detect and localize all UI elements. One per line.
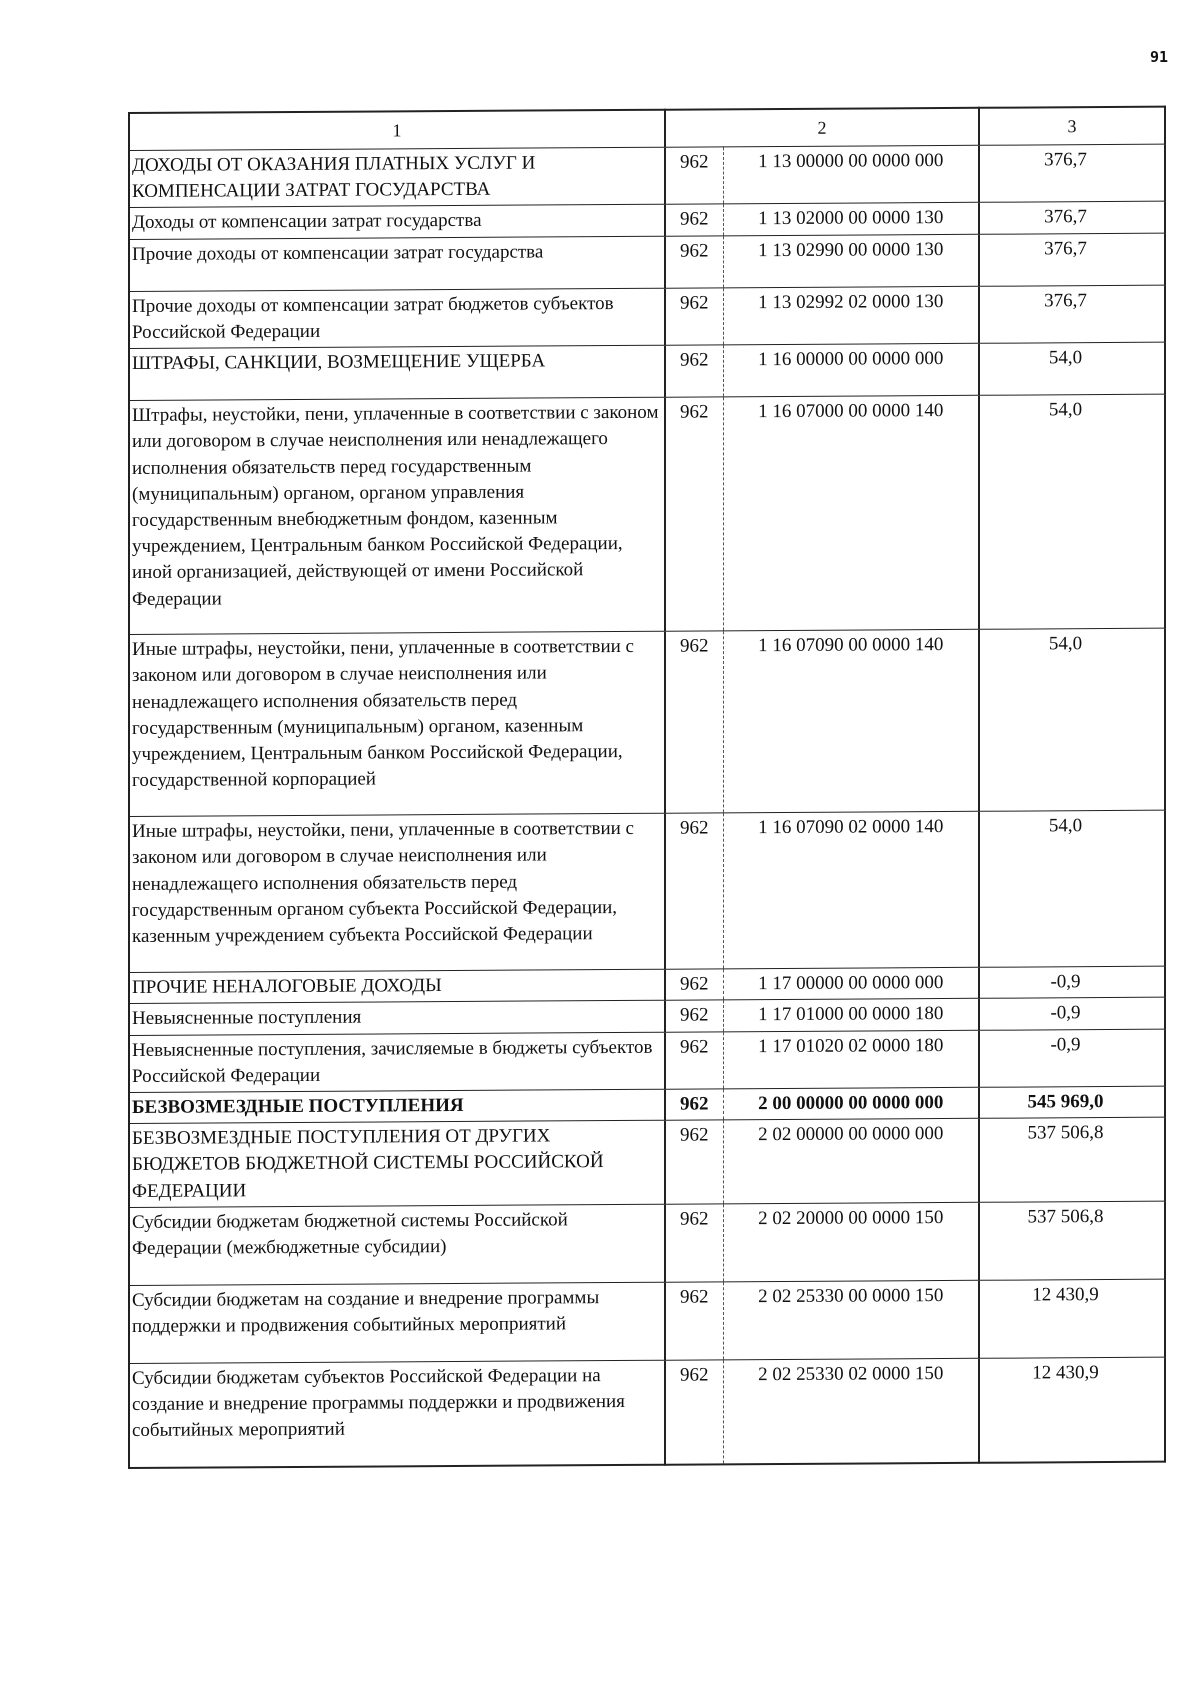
row-name-cell: Невыясненные поступления [129, 1001, 665, 1035]
row-admin-code-cell: 962 [665, 813, 723, 969]
row-amount-cell: -0,9 [979, 966, 1165, 998]
row-amount-cell: -0,9 [979, 1029, 1165, 1088]
row-amount-cell: 12 430,9 [979, 1357, 1165, 1463]
row-budget-code-cell: 2 02 00000 00 0000 000 [723, 1118, 979, 1203]
row-budget-code-cell: 1 16 07090 00 0000 140 [723, 629, 979, 813]
row-amount-cell: 376,7 [979, 144, 1165, 203]
table-row [129, 394, 1165, 634]
table-row [129, 1029, 1165, 1093]
row-budget-code-cell: 2 02 20000 00 0000 150 [723, 1202, 979, 1282]
row-budget-code-cell: 1 17 00000 00 0000 000 [723, 967, 979, 1000]
table-row [129, 1279, 1165, 1363]
table-header-row [129, 107, 1165, 151]
row-admin-code-cell: 962 [665, 1204, 723, 1282]
table-row [129, 1117, 1165, 1207]
row-admin-code-cell: 962 [665, 345, 723, 397]
row-amount-cell: 545 969,0 [979, 1086, 1165, 1118]
row-admin-code-cell: 962 [665, 631, 723, 813]
row-name-cell: БЕЗВОЗМЕЗДНЫЕ ПОСТУПЛЕНИЯ ОТ ДРУГИХ БЮДЖЕТОВ БЮДЖЕТНОЙ СИСТЕМЫ РОССИЙСКОЙ ФЕДЕРАЦИИ [129, 1120, 665, 1207]
row-admin-code-cell: 962 [665, 1360, 723, 1465]
row-admin-code-cell: 962 [665, 397, 723, 631]
row-amount-cell: 54,0 [979, 394, 1165, 629]
row-admin-code-cell: 962 [665, 1000, 723, 1032]
row-name-cell: Прочие доходы от компенсации затрат государства [129, 236, 665, 291]
table-row [129, 810, 1165, 972]
table-row [129, 628, 1165, 816]
column-header-2: 2 [665, 108, 979, 147]
row-name-cell: Штрафы, неустойки, пени, уплаченные в соответствии с законом или договором в случае неисполнения или ненадлежащего исполнения обязательств перед государственным (муниципальным) органом, органом управления государственным внебюджетным фондом, казенным учреждением, Центральным банком Российской Федерации, иной организацией, действующей от имени Российской Федерации [129, 397, 665, 634]
row-amount-cell: 54,0 [979, 342, 1165, 395]
row-admin-code-cell: 962 [665, 288, 723, 346]
row-name-cell: ДОХОДЫ ОТ ОКАЗАНИЯ ПЛАТНЫХ УСЛУГ И КОМПЕНСАЦИИ ЗАТРАТ ГОСУДАРСТВА [129, 147, 665, 208]
row-admin-code-cell: 962 [665, 1282, 723, 1360]
column-header-3: 3 [979, 107, 1165, 146]
row-name-cell: Доходы от компенсации затрат государства [129, 205, 665, 239]
row-amount-cell: 12 430,9 [979, 1279, 1165, 1358]
row-amount-cell: 376,7 [979, 285, 1165, 344]
row-amount-cell: 54,0 [979, 628, 1165, 811]
row-name-cell: Иные штрафы, неустойки, пени, уплаченные в соответствии с законом или договором в случае неисполнения или ненадлежащего исполнения обязательств перед государственным (муниципальным) органом, казенным учреждением, Центральным банком Российской Федерации, государственной корпорацией [129, 631, 665, 816]
row-name-cell: Субсидии бюджетам бюджетной системы Российской Федерации (межбюджетные субсидии) [129, 1204, 665, 1285]
row-name-cell: ПРОЧИЕ НЕНАЛОГОВЫЕ ДОХОДЫ [129, 969, 665, 1003]
row-budget-code-cell: 2 02 25330 00 0000 150 [723, 1280, 979, 1360]
row-name-cell: Невыясненные поступления, зачисляемые в бюджеты субъектов Российской Федерации [129, 1032, 665, 1093]
table-row [129, 233, 1165, 291]
row-admin-code-cell: 962 [665, 147, 723, 205]
revenue-table [128, 106, 1166, 1469]
row-amount-cell: 537 506,8 [979, 1201, 1165, 1280]
row-amount-cell: 376,7 [979, 233, 1165, 286]
row-budget-code-cell: 1 13 00000 00 0000 000 [723, 145, 979, 204]
page-number: 91 [1149, 48, 1168, 66]
column-header-1: 1 [129, 110, 665, 151]
table-row [129, 342, 1165, 400]
table-row [129, 144, 1165, 208]
row-budget-code-cell: 1 13 02992 02 0000 130 [723, 286, 979, 345]
row-name-cell: БЕЗВОЗМЕЗДНЫЕ ПОСТУПЛЕНИЯ [129, 1089, 665, 1123]
table-row [129, 1201, 1165, 1285]
table-row [129, 285, 1165, 349]
row-budget-code-cell: 2 02 25330 02 0000 150 [723, 1358, 979, 1464]
table-row [129, 1357, 1165, 1468]
row-admin-code-cell: 962 [665, 236, 723, 288]
row-amount-cell: 54,0 [979, 810, 1165, 967]
row-name-cell: Субсидии бюджетам субъектов Российской Федерации на создание и внедрение программы поддержки и продвижения событийных мероприятий [129, 1360, 665, 1468]
table-body [129, 144, 1165, 1468]
row-budget-code-cell: 1 17 01000 00 0000 180 [723, 999, 979, 1032]
row-budget-code-cell: 1 13 02000 00 0000 130 [723, 203, 979, 236]
row-admin-code-cell: 962 [665, 1120, 723, 1204]
row-admin-code-cell: 962 [665, 1031, 723, 1089]
row-name-cell: ШТРАФЫ, САНКЦИИ, ВОЗМЕЩЕНИЕ УЩЕРБА [129, 345, 665, 400]
row-budget-code-cell: 1 17 01020 02 0000 180 [723, 1030, 979, 1089]
row-budget-code-cell: 1 13 02990 00 0000 130 [723, 234, 979, 288]
row-admin-code-cell: 962 [665, 1089, 723, 1121]
row-name-cell: Иные штрафы, неустойки, пени, уплаченные в соответствии с законом или договором в случае неисполнения или ненадлежащего исполнения обязательств перед государственным органом субъекта Российской Федерации, казенным учреждением субъекта Российской Федерации [129, 813, 665, 972]
row-budget-code-cell: 1 16 00000 00 0000 000 [723, 343, 979, 397]
row-amount-cell: 537 506,8 [979, 1117, 1165, 1202]
row-budget-code-cell: 1 16 07000 00 0000 140 [723, 395, 979, 631]
row-name-cell: Прочие доходы от компенсации затрат бюджетов субъектов Российской Федерации [129, 288, 665, 349]
row-amount-cell: 376,7 [979, 202, 1165, 234]
row-admin-code-cell: 962 [665, 969, 723, 1001]
row-amount-cell: -0,9 [979, 997, 1165, 1029]
row-admin-code-cell: 962 [665, 204, 723, 236]
row-budget-code-cell: 1 16 07090 02 0000 140 [723, 811, 979, 969]
row-name-cell: Субсидии бюджетам на создание и внедрение программы поддержки и продвижения событийных мероприятий [129, 1282, 665, 1363]
row-budget-code-cell: 2 00 00000 00 0000 000 [723, 1087, 979, 1120]
